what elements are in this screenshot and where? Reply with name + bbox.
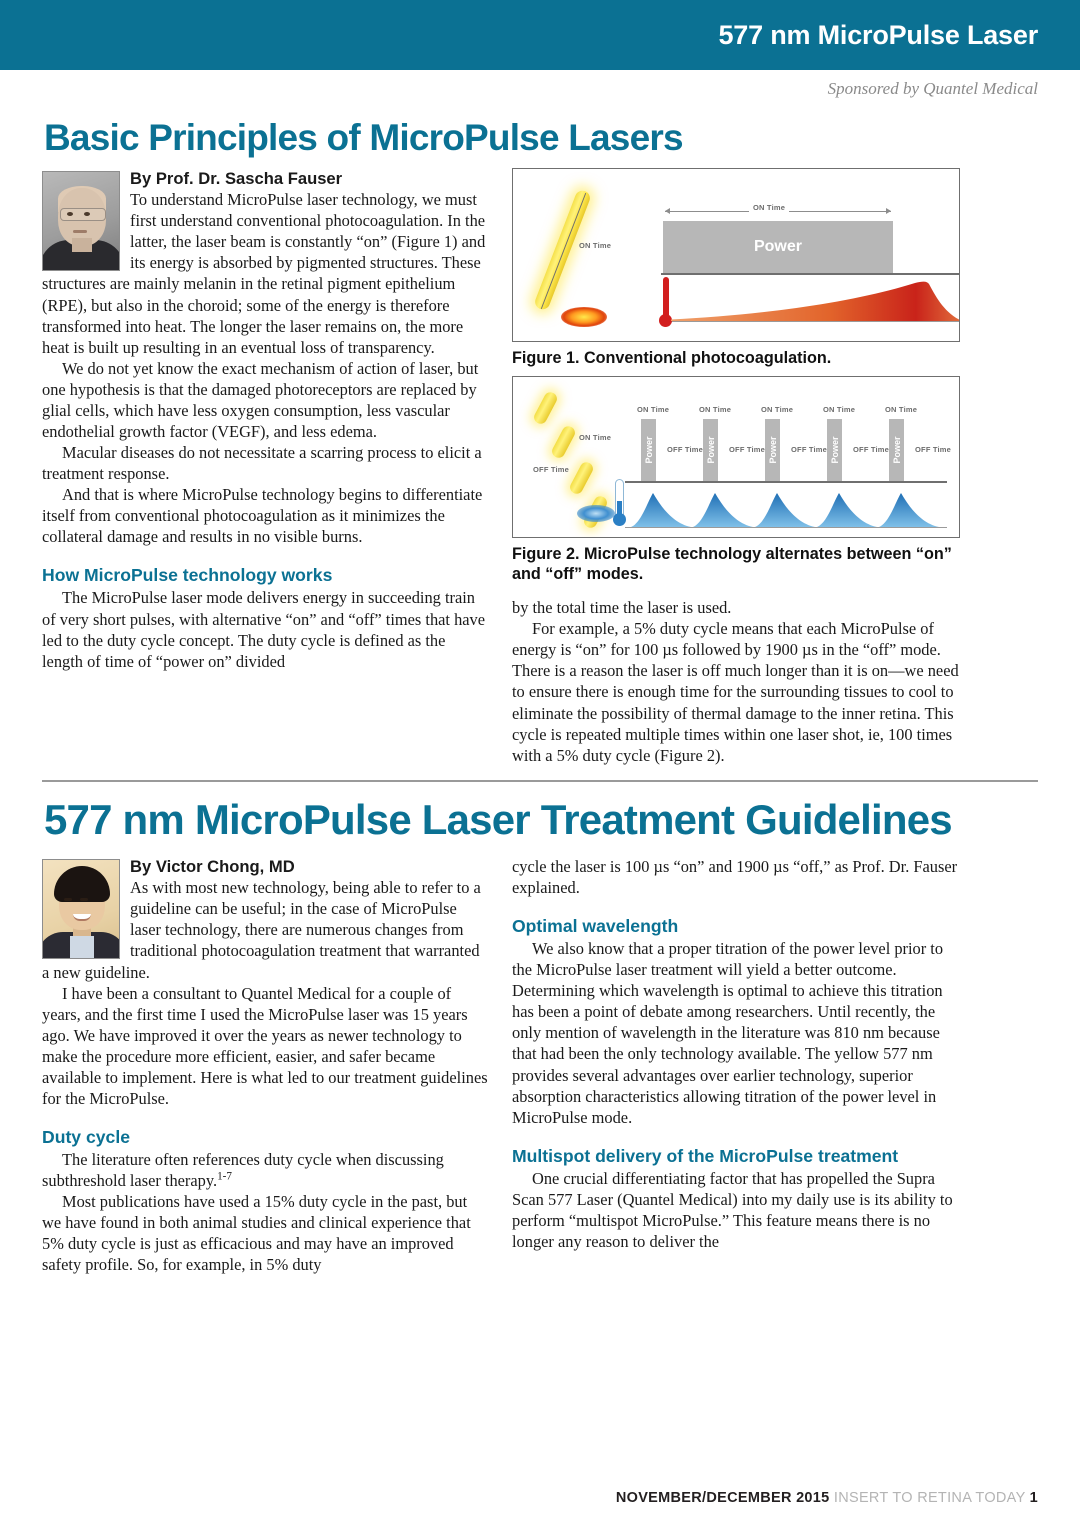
article2-left-p3-text: The literature often references duty cycle when discussing subthreshold laser therapy. bbox=[42, 1150, 444, 1191]
article1-left-p2: We do not yet know the exact mechanism of action of laser, but one hypothesis is that the damaged photoreceptors are replaced by glial cells, which have less oxygen consumption, less vascular endothelial growth factor (VEGF), and less edema. bbox=[42, 358, 479, 442]
article1-left-p4: And that is where MicroPulse technology begins to differentiate itself from conventional photocoagulation as it minimizes the collateral damage and results in no visible burns. bbox=[42, 485, 483, 547]
header-title: 577 nm MicroPulse Laser bbox=[718, 19, 1038, 50]
figure1-power-block bbox=[663, 221, 893, 273]
article1-right-p1: by the total time the laser is used. bbox=[512, 598, 732, 618]
laser-spot-icon bbox=[561, 307, 607, 327]
page-header-bar bbox=[0, 0, 1080, 70]
figure2-off-time-label-2: OFF Time bbox=[729, 445, 766, 455]
article1-left-p5: The MicroPulse laser mode delivers energy in succeeding train of very short pulses, with alternative “on” and “off” times that have led to the duty cycle concept. The duty cycle is defined as the length of time of “power on” divided bbox=[42, 588, 486, 671]
figure2-on-time-label-2: ON Time bbox=[699, 405, 732, 415]
laser-beam-segment-1-icon bbox=[532, 390, 559, 426]
article2-subhead-multispot-delivery: Multispot delivery of the MicroPulse treatment bbox=[512, 1145, 899, 1166]
avatar-sascha-fauser bbox=[42, 171, 120, 271]
article1-left-p3: Macular diseases do not necessitate a scarring process to elicit a treatment response. bbox=[42, 443, 482, 484]
figure2-baseline bbox=[625, 527, 947, 528]
figure2-power-bar-1: Power bbox=[641, 419, 656, 481]
reference-superscript: 1-7 bbox=[217, 1170, 232, 1183]
page-content bbox=[0, 119, 1080, 1276]
figure-1-conventional-photocoagulation bbox=[512, 168, 960, 342]
figure2-on-time-label-5: ON Time bbox=[885, 405, 918, 415]
article2-byline: By Victor Chong, MD bbox=[130, 856, 295, 876]
article2-title: 577 nm MicroPulse Laser Treatment Guidelines bbox=[44, 795, 952, 843]
article1-right-p2: For example, a 5% duty cycle means that each MicroPulse of energy is “on” for 100 µs followed by 1900 µs in the “off” mode. There is a reason the laser is off much longer than it is on—we need to ensure there is enough time for the surrounding tissues to cool to eliminate the possibility of thermal damage to the inner retina. This cycle is repeated multiple times within one laser shot, ie, 100 times with a 5% duty cycle (Figure 2). bbox=[512, 619, 959, 765]
section-divider bbox=[42, 780, 1038, 782]
article2-left-p4: Most publications have used a 15% duty cycle in the past, but we have found in both animal studies and clinical experience that 5% duty cycle is just as efficacious and may have an improved safety profile. So, for example, in 5% duty bbox=[42, 1192, 471, 1275]
figure2-power-bar-4: Power bbox=[827, 419, 842, 481]
figure2-off-time-label-5: OFF Time bbox=[915, 445, 952, 455]
laser-beam-segment-3-icon bbox=[568, 460, 595, 496]
article2-subhead-optimal-wavelength: Optimal wavelength bbox=[512, 916, 679, 937]
figure2-heat-curves bbox=[625, 487, 947, 527]
figure1-temperature-bar bbox=[663, 277, 669, 319]
laser-spot-cooled-icon bbox=[577, 505, 615, 522]
article2-left-p3 bbox=[42, 1149, 490, 1191]
article1-right-column bbox=[512, 168, 960, 766]
avatar-victor-chong bbox=[42, 859, 120, 959]
article2-right-p2: We also know that a proper titration of the power level prior to the MicroPulse laser treatment will yield a better outcome. Determining which wavelength is optimal to achieve this titration has been a point of debate among researchers. Until recently, the only mention of wavelength in the literature was 810 nm because that had been the only technology available. The yellow 577 nm provides several advantages over earlier technology, superior absorption characteristics allowing titration of the power level in MicroPulse mode. bbox=[512, 939, 944, 1127]
article1-subhead-how-it-works: How MicroPulse technology works bbox=[42, 565, 333, 586]
figure-1-caption: Figure 1. Conventional photocoagulation. bbox=[512, 348, 832, 367]
article1-byline: By Prof. Dr. Sascha Fauser bbox=[130, 168, 343, 188]
page-footer bbox=[616, 1490, 1038, 1506]
article1-title: Basic Principles of MicroPulse Lasers bbox=[44, 117, 683, 158]
figure2-axis bbox=[625, 481, 947, 483]
footer-page-number: 1 bbox=[1029, 1490, 1038, 1506]
article2-right-column bbox=[512, 856, 960, 1276]
article2-subhead-duty-cycle: Duty cycle bbox=[42, 1127, 131, 1148]
article2-left-p2: I have been a consultant to Quantel Medical for a couple of years, and the first time I used the MicroPulse laser was 15 years ago. We have improved it over the years as newer technology to make the procedure more efficient, easier, and safer became available to implement. Here is what led to our treatment guidelines for the MicroPulse. bbox=[42, 983, 488, 1108]
figure2-power-bar-3: Power bbox=[765, 419, 780, 481]
figure1-beam-on-time-label: ON Time bbox=[579, 240, 612, 250]
footer-publication: INSERT TO RETINA TODAY bbox=[833, 1490, 1026, 1506]
figure1-heat-curve bbox=[671, 281, 959, 321]
figure2-off-time-label-3: OFF Time bbox=[791, 445, 828, 455]
figure2-power-bar-5: Power bbox=[889, 419, 904, 481]
figure1-power-label: Power bbox=[753, 237, 802, 255]
beam-axis-line bbox=[541, 193, 586, 309]
article2-left-p1: As with most new technology, being able to refer to a guideline can be useful; in the case of MicroPulse laser technology, there are numerous changes from traditional photocoagulation treatment that warranted a new guideline. bbox=[42, 878, 481, 982]
figure2-power-bar-2: Power bbox=[703, 419, 718, 481]
article2-right-p1: cycle the laser is 100 µs “on” and 1900 µs “off,” as Prof. Dr. Fauser explained. bbox=[512, 856, 958, 897]
laser-beam-segment-2-icon bbox=[550, 424, 577, 460]
article2-columns bbox=[42, 856, 1038, 1276]
article1-columns bbox=[42, 168, 1038, 766]
article2-left-column bbox=[42, 856, 490, 1276]
footer-issue: NOVEMBER/DECEMBER 2015 bbox=[615, 1490, 830, 1506]
sponsor-line: Sponsored by Quantel Medical bbox=[827, 79, 1038, 98]
figure2-beam-off-time-label: OFF Time bbox=[533, 465, 570, 475]
figure2-on-time-label-4: ON Time bbox=[823, 405, 856, 415]
figure2-off-time-label-4: OFF Time bbox=[853, 445, 890, 455]
figure1-on-time-span-label: ON Time bbox=[749, 203, 789, 212]
figure1-axis bbox=[661, 273, 960, 275]
article2-right-p3: One crucial differentiating factor that has propelled the Supra Scan 577 Laser (Quantel Medical) into my daily use is its ability to perform “multispot MicroPulse.” This feature means there is no longer any reason to deliver the bbox=[512, 1168, 953, 1251]
figure2-off-time-label-1: OFF Time bbox=[667, 445, 704, 455]
article1-left-p1: To understand MicroPulse laser technology, we must first understand conventional photocoagulation. In the latter, the laser beam is constantly “on” (Figure 1) and its energy is absorbed by pigmented structures. These structures are mainly melanin in the retinal pigment epithelium (RPE), but also in the choroid; some of the energy is therefore transformed into heat. The longer the laser remains on, the more heat is built up resulting in an eventual loss of transparency. bbox=[42, 190, 486, 357]
figure2-on-time-label-3: ON Time bbox=[761, 405, 794, 415]
figure-2-micropulse-modes bbox=[512, 376, 960, 538]
article1-left-column bbox=[42, 168, 490, 766]
figure-2-caption: Figure 2. MicroPulse technology alternates between “on” and “off” modes. bbox=[512, 545, 952, 583]
figure1-baseline bbox=[661, 321, 960, 322]
figure2-on-time-label-1: ON Time bbox=[637, 405, 670, 415]
figure2-beam-on-time-label: ON Time bbox=[579, 433, 612, 443]
